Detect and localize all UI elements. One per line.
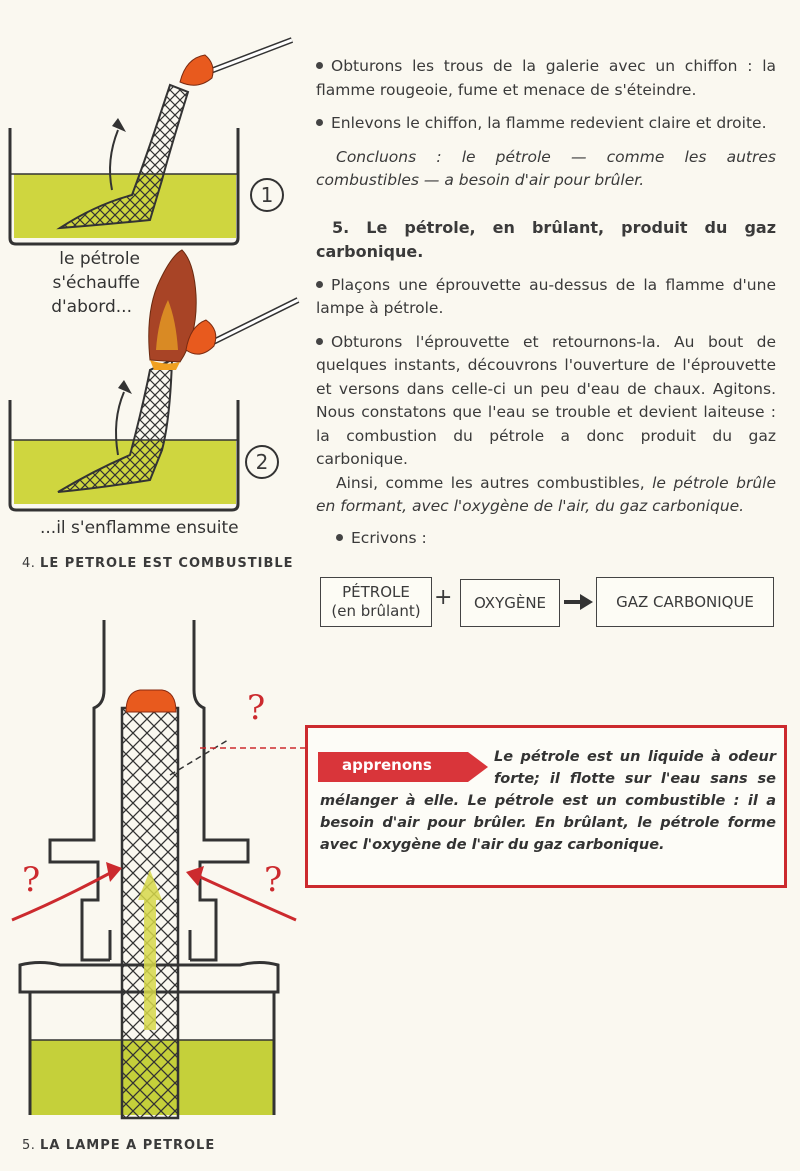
equation-gaz-label: GAZ CARBONIQUE	[616, 592, 754, 611]
apprenons-text-block	[320, 746, 776, 856]
equation-plus: +	[434, 585, 453, 610]
apprenons-box	[305, 725, 787, 888]
figure-4-annotation-2: ...il s'enflamme ensuite	[40, 518, 239, 538]
section-heading: 5. Le pétrole, en brûlant, produit du gaz carbonique.	[316, 217, 776, 261]
question-mark-left: ?	[22, 860, 41, 900]
equation-oxygene-label: OXYGÈNE	[473, 593, 547, 612]
paragraph-placons: Plaçons une éprouvette au-dessus de la flamme d'une lampe à pétrole.	[316, 275, 776, 317]
equation-box-oxygene	[460, 579, 560, 627]
figure-5-caption: 5. LA LAMPE A PETROLE	[22, 1138, 216, 1153]
paragraph-obturons: Obturons les trous de la galerie avec un chiffon : la flamme rougeoie, fume et menace de s'éteindre.	[316, 57, 776, 99]
apprenons-text: Le pétrole est un liquide à odeur forte; il flotte sur l'eau sans se mélanger à elle. Le pétrole est un combustible : il a besoin d'air pour brûler. En brûlant, le pétrole forme avec l'oxygène de l'air du gaz carbonique.	[320, 749, 776, 853]
equation-petrole-label: PÉTROLE	[342, 583, 410, 601]
bullet-icon	[336, 534, 343, 541]
bullet-icon	[316, 62, 323, 69]
paragraph-ainsi: Ainsi, comme les autres combustibles, le pétrole brûle en formant, avec l'oxygène de l'air, du gaz carbonique.	[316, 473, 776, 515]
basin-1	[10, 128, 238, 244]
equation-box-gaz-carbonique	[596, 577, 774, 627]
figure-4-annotation-1: le pétrole s'échauffe d'abord...	[51, 249, 140, 317]
rod-1	[180, 40, 292, 85]
paragraph-enlevons: Enlevons le chiffon, la flamme redevient claire et droite.	[316, 112, 776, 136]
lamp-flame	[126, 690, 176, 712]
paragraph-concluons: Concluons : le pétrole — comme les autres combustibles — a besoin d'air pour brûler.	[316, 147, 776, 189]
number-2-label: 2	[255, 450, 269, 474]
equation-petrole-sublabel: (en brûlant)	[331, 602, 421, 620]
bullet-icon	[316, 119, 323, 126]
equation-box-petrole	[320, 577, 432, 627]
number-1-label: 1	[260, 183, 274, 207]
apprenons-tag: apprenons	[342, 756, 432, 774]
question-mark-right: ?	[264, 860, 283, 900]
paragraph-ecrivons: Ecrivons :	[316, 527, 776, 551]
text-column	[316, 55, 776, 550]
question-mark-top: ?	[247, 688, 266, 728]
bullet-icon	[316, 281, 323, 288]
paragraph-obturons-eprouvette: Obturons l'éprouvette et retournons-la. Au bout de quelques instants, découvrons l'ouverture de l'éprouvette et versons dans celle-ci un peu d'eau de chaux. Agitons. Nous constatons que l'eau se trouble et devient laiteuse : la combustion du pétrole a donc produit du gaz carbonique.	[316, 332, 776, 468]
basin-2	[10, 400, 238, 510]
rod-2	[186, 300, 298, 354]
bullet-icon	[316, 338, 323, 345]
figure-4-caption: 4. LE PETROLE EST COMBUSTIBLE	[22, 556, 294, 571]
equation-arrow-icon	[562, 590, 594, 614]
